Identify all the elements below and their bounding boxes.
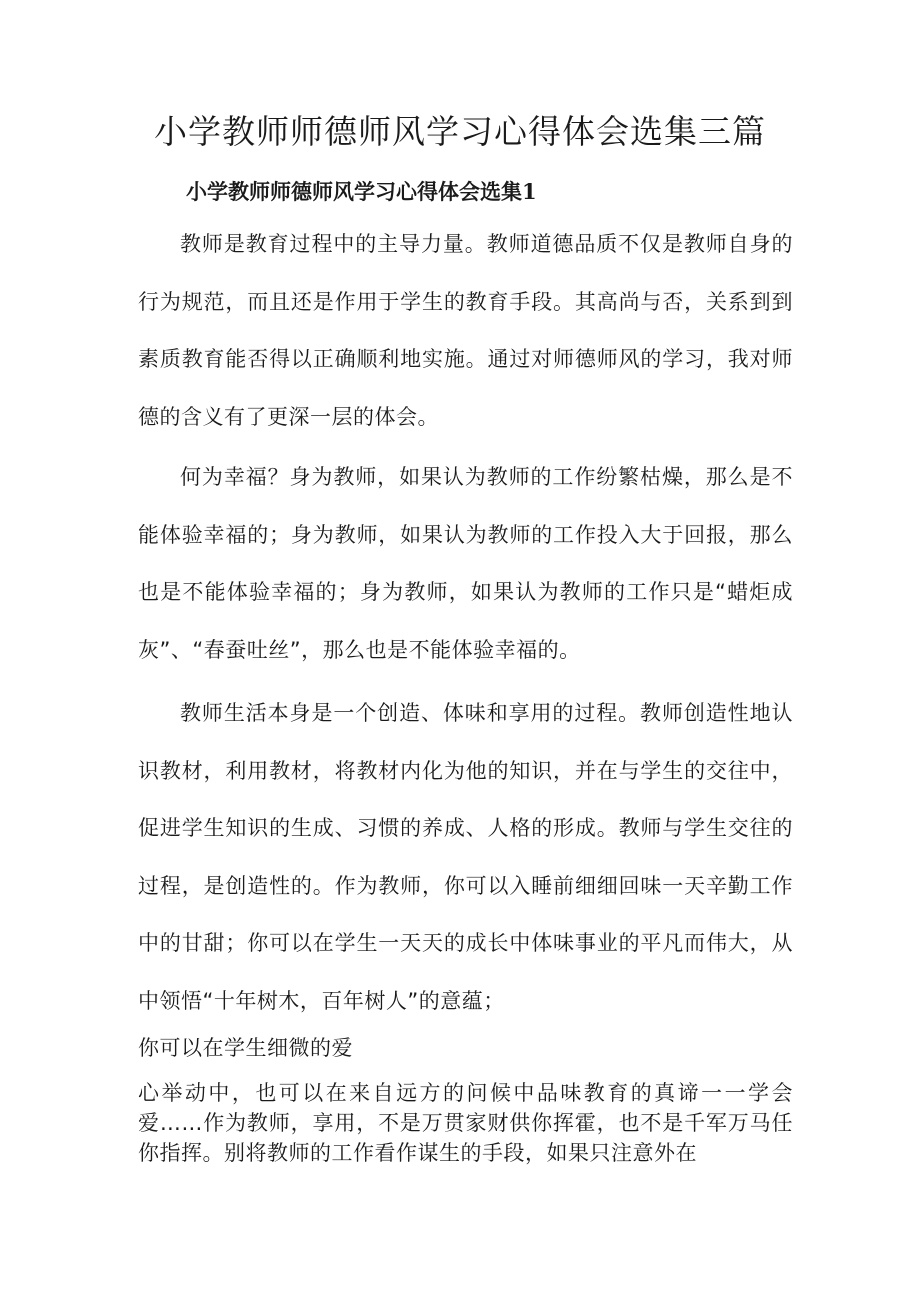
paragraph-1: 教师是教育过程中的主导力量。教师道德品质不仅是教师自身的行为规范，而且还是作用于学生的教育手段。其高尚与否，关系到到素质教育能否得以正确顺利地实施。通过对师德师风的学习，我对师德的含义有了更深一层的体会。 bbox=[138, 232, 793, 429]
paragraph-3-trailing-line: 你可以在学生细微的爱 bbox=[138, 1036, 353, 1060]
document-title: 小学教师师德师风学习心得体会选集三篇 bbox=[154, 112, 766, 151]
paragraph-4-continuation: 心举动中，也可以在来自远方的问候中品味教育的真谛一一学会爱……作为教师，享用，不是万贯家财供你挥霍，也不是千军万马任你指挥。别将教师的工作看作谋生的手段，如果只注意外在 bbox=[138, 1081, 793, 1165]
section-title: 小学教师师德师风学习心得体会选集1 bbox=[186, 179, 537, 204]
paragraph-2: 何为幸福？身为教师，如果认为教师的工作纷繁枯燥，那么是不能体验幸福的；身为教师，如果认为教师的工作投入大于回报，那么也是不能体验幸福的；身为教师，如果认为教师的工作只是“蜡炬成灰”、“春蚕吐丝”，那么也是不能体验幸福的。 bbox=[138, 465, 793, 662]
paragraph-3: 教师生活本身是一个创造、体味和享用的过程。教师创造性地认识教材，利用教材，将教材内化为他的知识，并在与学生的交往中，促进学生知识的生成、习惯的养成、人格的形成。教师与学生交往的过程，是创造性的。作为教师，你可以入睡前细细回味一天辛勤工作中的甘甜；你可以在学生一天天的成长中体味事业的平凡而伟大，从中领悟“十年树木，百年树人”的意蕴； bbox=[138, 701, 793, 1013]
